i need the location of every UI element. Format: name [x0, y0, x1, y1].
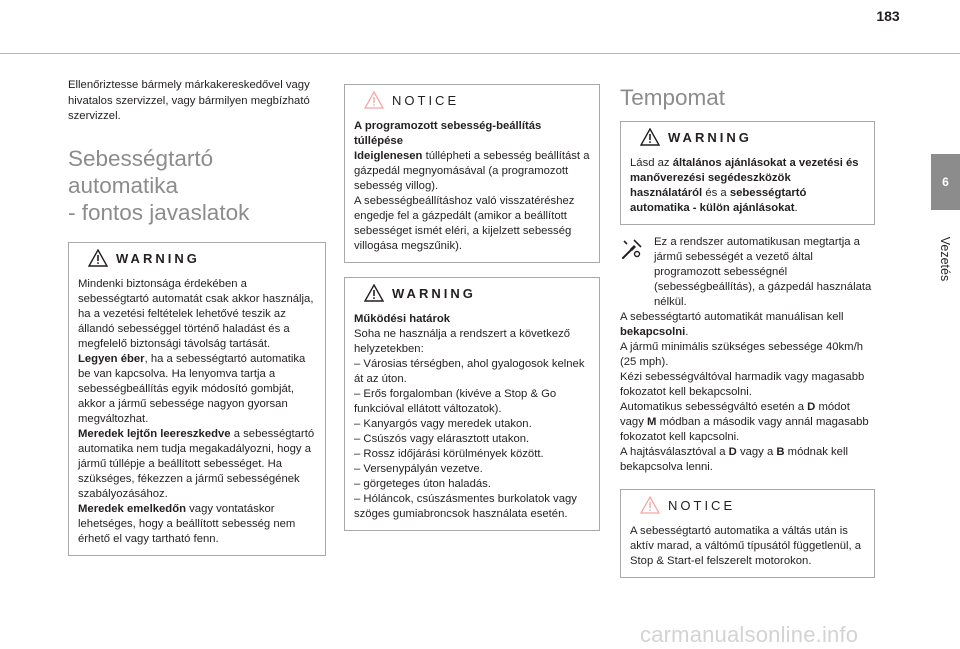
tempomat-paragraph-3: A jármű minimális szükséges sebessége 40km/h (25 mph). [620, 341, 863, 368]
warning-title: WARNING [392, 286, 476, 301]
notice-triangle-icon [640, 496, 660, 514]
tempomat-paragraph-6: A hajtásválasztóval a D vagy a B módnak kell bekapcsolva lenni. [620, 446, 848, 473]
warning-body [630, 152, 865, 216]
list-item: – Rossz időjárási körülmények között. [354, 448, 544, 460]
tempomat-paragraph-1: Ez a rendszer automatikusan megtartja a jármű sebességét a vezető által programozott sebességnél (sebességbeállítás), a gázpedál használata nélkül. [654, 236, 872, 308]
warning-intro: Soha ne használja a rendszert a következő helyzetekben: [354, 328, 571, 355]
warning-box-cruise [68, 242, 326, 556]
list-item: – görgeteges úton haladás. [354, 478, 491, 490]
warning-paragraph-3: Meredek lejtőn leereszkedve a sebességtartó automatika nem tudja megakadályozni, hogy a jármű túllépje a beállított sebességet. Ha szükséges, fékezzen a jármű sebességének szabályozásához. [78, 427, 315, 500]
warning-body [78, 273, 316, 547]
list-item: – Hóláncok, csúszásmentes burkolatok vagy szöges gumiabroncsok használata esetén. [354, 493, 577, 520]
warning-triangle-icon [364, 284, 384, 302]
chapter-title: Vezetés [938, 236, 952, 282]
notice-box-tempomat [620, 489, 875, 578]
notice-paragraph: A sebességtartó automatika a váltás után is aktív marad, a váltómű típusától függetlenül, a Stop & Start-el felszerelt motorokon. [630, 525, 862, 567]
section-title-tempomat: Tempomat [620, 85, 726, 110]
tempomat-paragraph-5: Automatikus sebességváltó esetén a D módot vagy M módban a második vagy annál magasabb fokozatot kell kapcsolni. [620, 401, 869, 443]
notice-header [630, 490, 865, 520]
page-number: 183 [876, 8, 900, 24]
warning-box-tempomat [620, 121, 875, 225]
list-item: – Városias térségben, ahol gyalogosok kelnek át az úton. [354, 358, 585, 385]
notice-body [630, 520, 865, 569]
tempomat-intro [620, 235, 875, 310]
notice-body [354, 115, 590, 254]
list-item: – Csúszós vagy elárasztott utakon. [354, 433, 530, 445]
column-right [620, 84, 875, 578]
warning-header [78, 243, 316, 273]
intro-paragraph: Ellenőriztesse bármely márkakereskedővel vagy hivatalos szervizzel, vagy bármilyen megbízható szervizzel. [68, 79, 310, 122]
warning-title: WARNING [116, 250, 200, 266]
warning-triangle-icon [88, 249, 108, 267]
notice-title: NOTICE [668, 498, 736, 513]
chapter-tab[interactable]: 6 [931, 154, 960, 210]
notice-paragraph-2: A sebességbeállításhoz való visszatéréshez engedje fel a gázpedált (amikor a beállított sebességet ismét eléri, a kijelzett sebesség villogása megszűnik). [354, 195, 575, 252]
watermark: carmanualsonline.info [640, 622, 859, 647]
warning-body [354, 308, 590, 522]
tempomat-paragraph-2: A sebességtartó automatikát manuálisan kell bekapcsolni. [620, 311, 844, 338]
tempomat-paragraph-4: Kézi sebességváltóval harmadik vagy magasabb fokozatot kell bekapcsolni. [620, 371, 865, 398]
notice-heading: A programozott sebesség-beállítás túllépése [354, 120, 542, 147]
column-left [68, 78, 326, 556]
limits-list [354, 357, 590, 522]
section-title-line2: - fontos javaslatok [68, 199, 250, 225]
notice-triangle-icon [364, 91, 384, 109]
chapter-label [930, 214, 960, 304]
warning-header [630, 122, 865, 152]
notice-box-override [344, 84, 600, 263]
warning-header [354, 278, 590, 308]
notice-paragraph-1: Ideiglenesen túllépheti a sebesség beállítást a gázpedál megnyomásával (a programozott sebesség villog). [354, 150, 590, 192]
warning-paragraph-2: Legyen éber, ha a sebességtartó automatika be van kapcsolva. Ha lenyomva tartja a sebességbeállítás egyik módosító gombját, akkor a jármű sebessége nagyon gyorsan megváltozhat. [78, 352, 306, 425]
column-middle [344, 84, 600, 531]
notice-title: NOTICE [392, 93, 460, 108]
warning-paragraph-4: Meredek emelkedőn vagy vontatáskor lehetséges, hogy a beállított sebesség nem érhető el vagy tartható fenn. [78, 502, 296, 545]
warning-heading: Működési határok [354, 313, 451, 325]
warning-paragraph: Lásd az általános ajánlásokat a vezetési és manőverezési segédeszközök használatáról és a sebességtartó automatika - külön ajánlásokat. [630, 157, 859, 214]
list-item: – Versenypályán vezetve. [354, 463, 483, 475]
notice-header [354, 85, 590, 115]
list-item: – Kanyargós vagy meredek utakon. [354, 418, 532, 430]
tempomat-description [620, 235, 875, 475]
section-title-line1: Sebességtartó automatika [68, 145, 214, 198]
header-divider [0, 53, 960, 54]
warning-triangle-icon [640, 128, 660, 146]
warning-title: WARNING [668, 130, 752, 145]
tool-wrench-icon [620, 237, 644, 261]
warning-paragraph-1: Mindenki biztonsága érdekében a sebességtartó automatát csak akkor használja, ha a vezetési feltételek lehetővé teszik az állandó sebességgel történő haladást és a megfelelő biztonsági távolság tartását. [78, 277, 314, 350]
list-item: – Erős forgalomban (kivéve a Stop & Go funkcióval ellátott változatok). [354, 388, 557, 415]
section-title-cruise-control [68, 145, 326, 226]
warning-box-limits [344, 277, 600, 531]
